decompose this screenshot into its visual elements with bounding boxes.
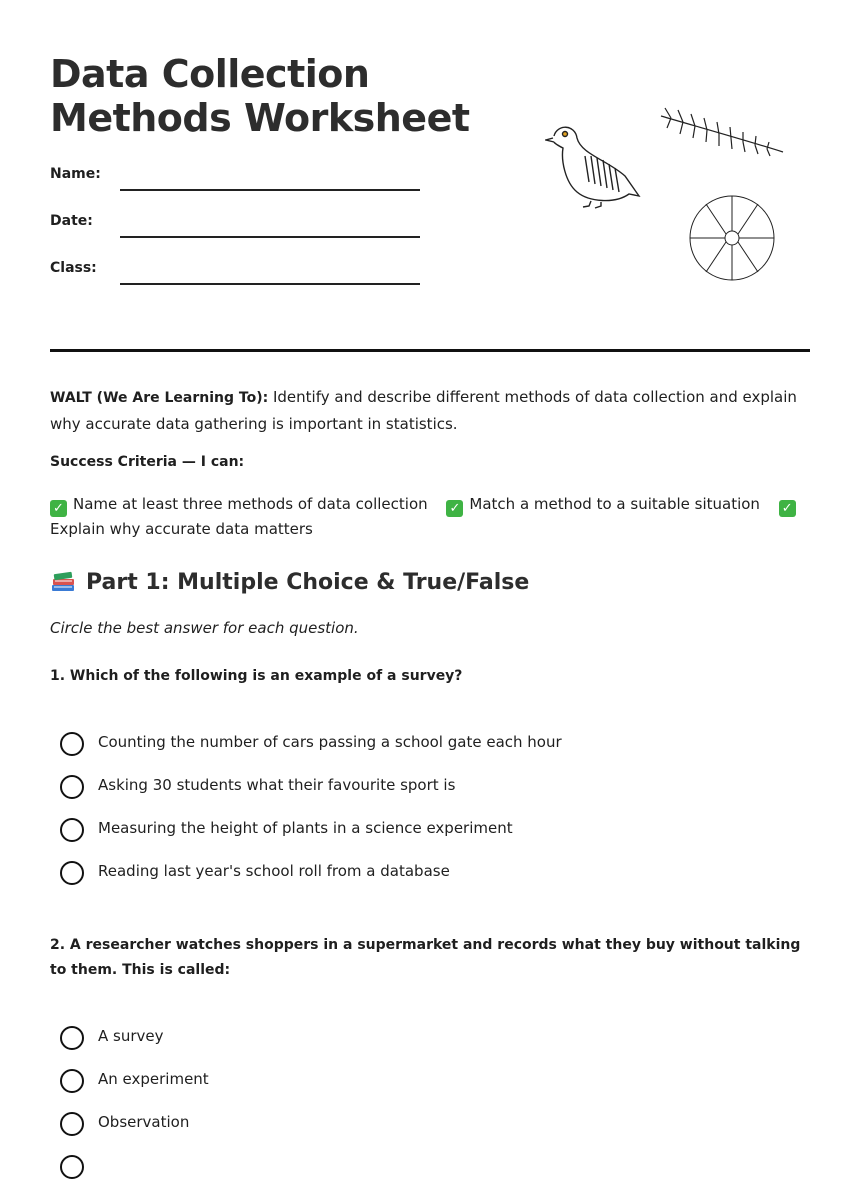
success-criteria-item: ✓Explain why accurate data matters [50,495,802,538]
class-label: Class: [50,260,97,276]
title-line-2: Methods Worksheet [50,96,470,140]
part1-heading-text: Part 1: Multiple Choice & True/False [86,570,530,595]
option-text: Asking 30 students what their favourite sport is [98,776,456,794]
class-line[interactable] [120,283,420,285]
radio-circle[interactable] [60,775,84,799]
date-label: Date: [50,213,93,229]
walt-text: Identify and describe different methods of data collection and explain why accurate data gathering is important in statistics. [50,388,797,433]
divider [50,349,810,352]
option-text: Reading last year's school roll from a database [98,862,450,880]
name-line[interactable] [120,189,420,191]
question-2: 2. A researcher watches shoppers in a supermarket and records what they buy without talking to them. This is called: [50,937,801,978]
radio-circle[interactable] [60,818,84,842]
decorative-illustrations [545,98,795,288]
success-criteria-list [50,492,810,542]
walt-paragraph [50,384,810,437]
option-text: A survey [98,1027,164,1045]
success-criteria-item: ✓ Name at least three methods of data collection [50,495,428,513]
option-text: Counting the number of cars passing a school gate each hour [98,733,562,751]
radio-circle[interactable] [60,861,84,885]
bird-icon [546,127,639,208]
radio-circle[interactable] [60,1112,84,1136]
check-icon: ✓ [50,500,67,517]
part1-heading [50,568,529,598]
option-text: Measuring the height of plants in a science experiment [98,819,513,837]
success-criteria-heading: Success Criteria — I can: [50,454,245,470]
title-line-1: Data Collection [50,52,370,96]
radio-circle[interactable] [60,1069,84,1093]
fern-icon [661,108,783,156]
option-text: Observation [98,1113,190,1131]
radio-circle[interactable] [60,1026,84,1050]
pie-spinner-icon [690,196,774,280]
date-line[interactable] [120,236,420,238]
success-criteria-item: ✓ Match a method to a suitable situation [446,495,760,513]
radio-circle[interactable] [60,732,84,756]
walt-label: WALT (We Are Learning To): [50,390,269,406]
option-text: An experiment [98,1070,209,1088]
check-icon: ✓ [779,500,796,517]
name-label: Name: [50,166,101,182]
worksheet-title [50,52,470,140]
radio-circle[interactable] [60,1155,84,1179]
books-icon [50,568,76,592]
name-field[interactable] [50,166,420,196]
class-field[interactable] [50,260,420,290]
date-field[interactable] [50,213,420,243]
check-icon: ✓ [446,500,463,517]
question-1: 1. Which of the following is an example of a survey? [50,668,463,684]
instruction-text: Circle the best answer for each question. [50,619,359,637]
